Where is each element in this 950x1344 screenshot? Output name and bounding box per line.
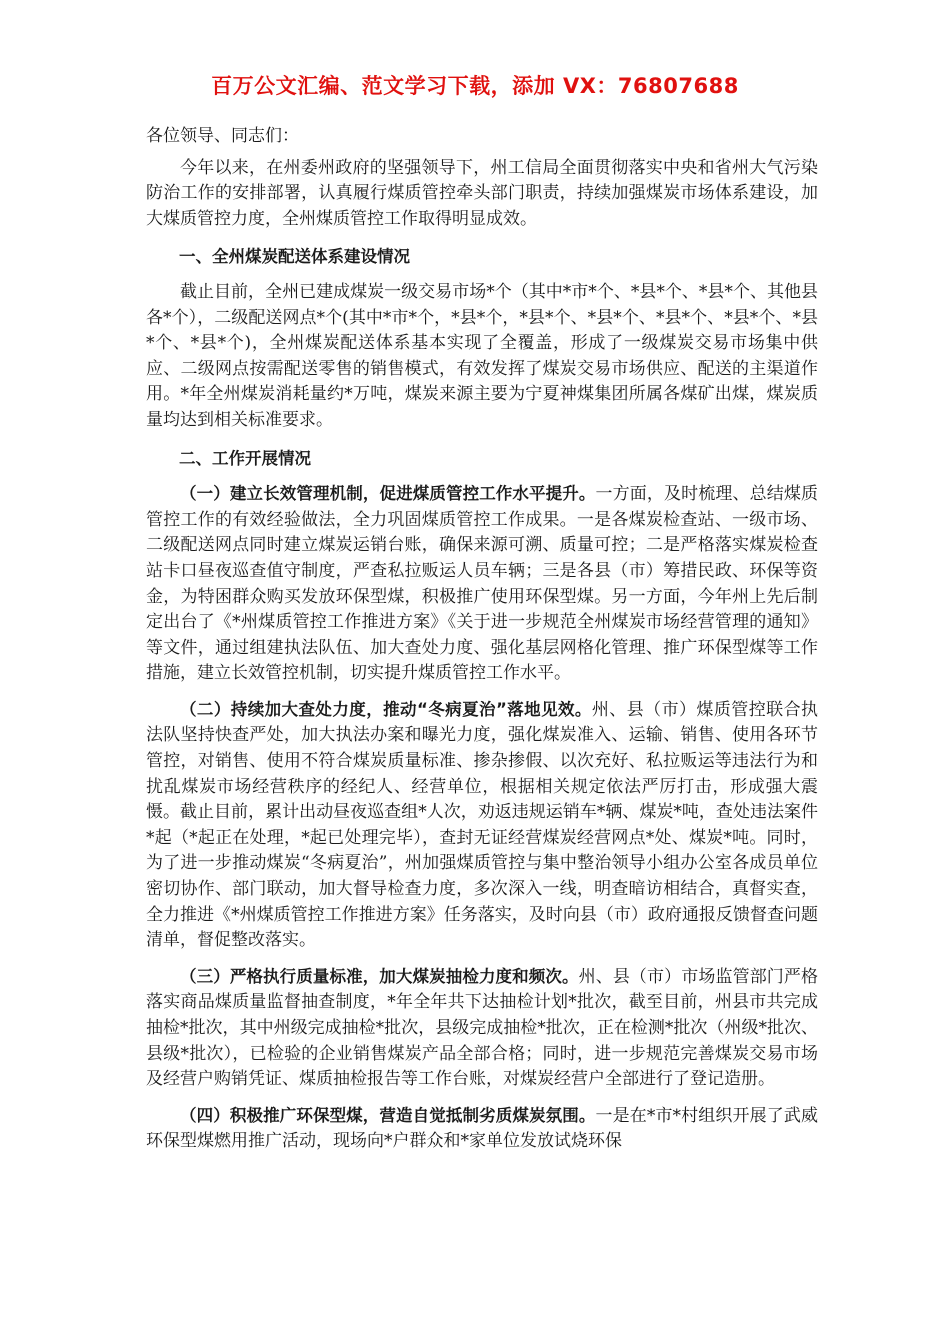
- greeting: 各位领导、同志们：: [146, 126, 299, 146]
- subsection-3-title: （三）严格执行质量标准，加大煤炭抽检力度和频次。: [180, 966, 579, 986]
- intro-paragraph: 今年以来，在州委州政府的坚强领导下，州工信局全面贯彻落实中央和省州大气污染防治工作的安排部署，认真履行煤质管控牵头部门职责，持续加强煤炭市场体系建设，加大煤质管控力度，全州煤质管控工作取得明显成效。: [146, 157, 818, 229]
- subsection-3-paragraph: [146, 964, 818, 1093]
- subsection-4-title: （四）积极推广环保型煤，营造自觉抵制劣质煤炭氛围。: [180, 1105, 596, 1125]
- subsection-2-title: （二）持续加大查处力度，推动“冬病夏治”落地见效。: [180, 699, 592, 719]
- watermark-banner: 百万公文汇编、范文学习下载，添加 VX：76807688: [211, 74, 739, 98]
- subsection-4-paragraph: [146, 1103, 818, 1155]
- subsection-4-body: 一是在*市*村组织开展了武威环保型煤燃用推广活动，现场向*户群众和*家单位发放试烧环保: [146, 1105, 819, 1152]
- subsection-1-body: 一方面，及时梳理、总结煤质管控工作的有效经验做法，全力巩固煤质管控工作成果。一是各煤炭检查站、一级市场、二级配送网点同时建立煤炭运销台账，确保来源可溯、质量可控；二是严格落实煤炭检查站卡口昼夜巡查值守制度，严查私拉贩运人员车辆；三是各县（市）筹措民政、环保等资金，为特困群众购买发放环保型煤，积极推广使用环保型煤。另一方面，今年州上先后制定出台了《*州煤质管控工作推进方案》《关于进一步规范全州煤炭市场经营管理的通知》等文件，通过组建执法队伍、加大查处力度、强化基层网格化管理、推广环保型煤等工作措施，建立长效管控机制，切实提升煤质管控工作水平。: [146, 484, 819, 684]
- subsection-3-body: 州、县（市）市场监管部门严格落实商品煤质量监督抽查制度，*年全年共下达抽检计划*批次，截至目前，州县市共完成抽检*批次，其中州级完成抽检*批次，县级完成抽检*批次，正在检测*批次（州级*批次、县级*批次），已检验的企业销售煤炭产品全部合格；同时，进一步规范完善煤炭交易市场及经营户购销凭证、煤质抽检报告等工作台账，对煤炭经营户全部进行了登记造册。: [146, 966, 819, 1090]
- subsection-1-paragraph: [146, 481, 818, 687]
- section-1-paragraph: 截止目前，全州已建成煤炭一级交易市场*个（其中*市*个、*县*个、*县*个、其他县各*个），二级配送网点*个(其中*市*个，*县*个，*县*个、*县*个、*县*个、*县*个、*县*个、*县*个)，全州煤炭配送体系基本实现了全覆盖，形成了一级煤炭交易市场集中供应、二级网点按需配送零售的销售模式，有效发挥了煤炭交易市场供应、配送的主渠道作用。*年全州煤炭消耗量约*万吨，煤炭来源主要为宁夏神煤集团所属各煤矿出煤，煤炭质量均达到相关标准要求。: [146, 281, 818, 430]
- subsection-2-body: 州、县（市）煤质管控联合执法队坚持快查严处，加大执法办案和曝光力度，强化煤炭准入、运输、销售、使用各环节管控，对销售、使用不符合煤炭质量标准、掺杂掺假、以次充好、私拉贩运等违法行为和扰乱煤炭市场经营秩序的经纪人、经营单位，根据相关规定依法严厉打击，形成强大震慑。截止目前，累计出动昼夜巡查组*人次，劝返违规运销车*辆、煤炭*吨，查处违法案件*起（*起正在处理，*起已处理完毕），查封无证经营煤炭经营网点*处、煤炭*吨。同时，为了进一步推动煤炭“冬病夏治”，州加强煤质管控与集中整治领导小组办公室各成员单位密切协作、部门联动，加大督导检查力度，多次深入一线，明查暗访相结合，真督实查，全力推进《*州煤质管控工作推进方案》任务落实，及时向县（市）政府通报反馈督查问题清单，督促整改落实。: [146, 699, 818, 951]
- subsection-1-title: （一）建立长效管理机制，促进煤质管控工作水平提升。: [180, 484, 596, 504]
- document-body: [146, 124, 818, 1155]
- section-1-heading: 一、全州煤炭配送体系建设情况: [179, 247, 410, 267]
- subsection-2-paragraph: [146, 697, 818, 954]
- section-2-heading: 二、工作开展情况: [179, 448, 311, 468]
